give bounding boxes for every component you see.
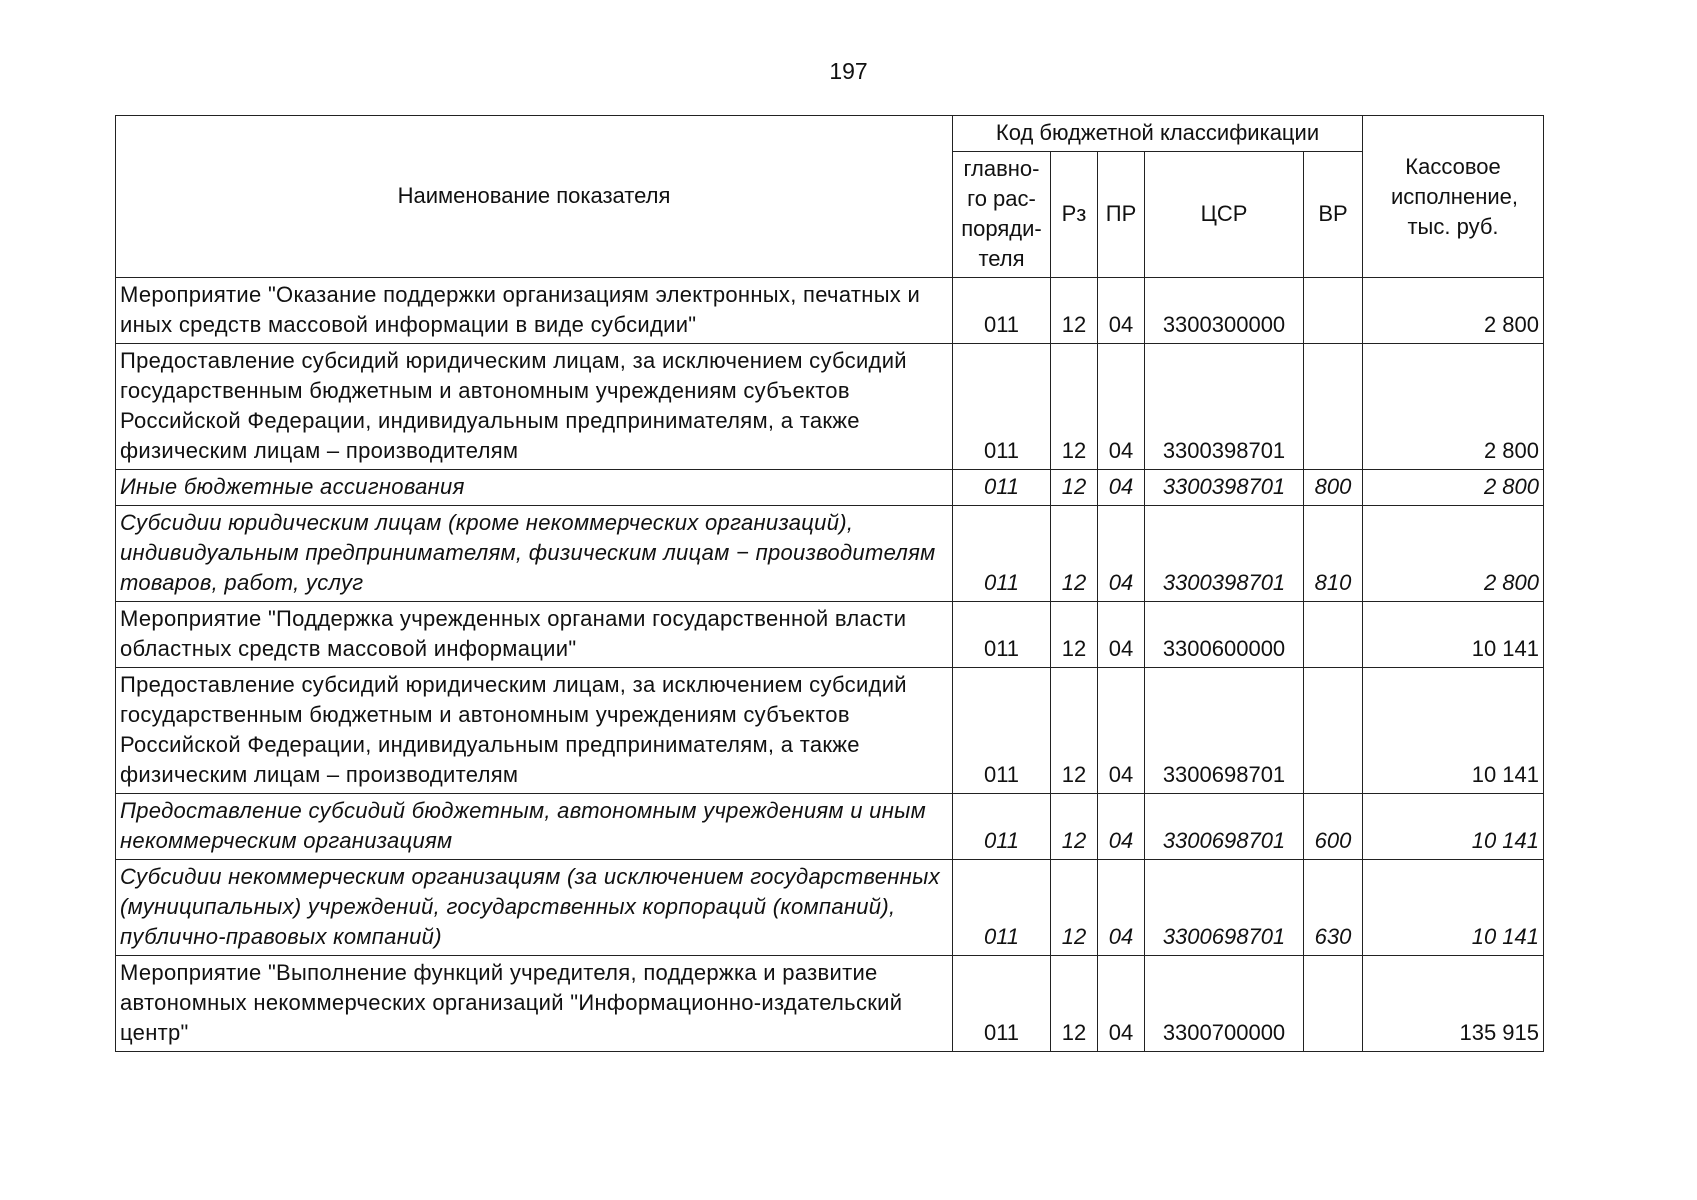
row-csr: 3300698701 xyxy=(1145,794,1304,860)
row-csr: 3300698701 xyxy=(1145,668,1304,794)
row-vr xyxy=(1304,344,1363,470)
row-csr: 3300300000 xyxy=(1145,278,1304,344)
row-vr: 630 xyxy=(1304,860,1363,956)
header-name: Наименование показателя xyxy=(116,116,953,278)
row-name: Иные бюджетные ассигнования xyxy=(116,470,953,506)
table-row xyxy=(116,344,1544,470)
header-amount: Кассовое исполнение, тыс. руб. xyxy=(1363,116,1544,278)
row-rz: 12 xyxy=(1051,860,1098,956)
row-amount: 2 800 xyxy=(1363,506,1544,602)
row-chief-manager: 011 xyxy=(953,506,1051,602)
header-vr: ВР xyxy=(1304,152,1363,278)
row-rz: 12 xyxy=(1051,344,1098,470)
page-number: 197 xyxy=(829,58,868,84)
row-name: Субсидии юридическим лицам (кроме некоммерческих организаций), индивидуальным предпринимателям, физическим лицам − производителям товаров, работ, услуг xyxy=(116,506,953,602)
row-chief-manager: 011 xyxy=(953,956,1051,1052)
row-amount: 10 141 xyxy=(1363,668,1544,794)
header-chief-manager: главно-го рас-поряди-теля xyxy=(953,152,1051,278)
row-rz: 12 xyxy=(1051,956,1098,1052)
row-vr: 810 xyxy=(1304,506,1363,602)
row-name: Мероприятие "Оказание поддержки организациям электронных, печатных и иных средств массовой информации в виде субсидии" xyxy=(116,278,953,344)
table-row xyxy=(116,602,1544,668)
budget-execution-table xyxy=(115,115,1544,1052)
row-vr xyxy=(1304,668,1363,794)
table-row xyxy=(116,506,1544,602)
row-amount: 2 800 xyxy=(1363,278,1544,344)
row-csr: 3300698701 xyxy=(1145,860,1304,956)
row-vr xyxy=(1304,956,1363,1052)
table-row xyxy=(116,470,1544,506)
row-amount: 10 141 xyxy=(1363,860,1544,956)
header-row-group xyxy=(116,116,1544,152)
row-name: Мероприятие "Поддержка учрежденных органами государственной власти областных средств массовой информации" xyxy=(116,602,953,668)
table-row xyxy=(116,956,1544,1052)
row-amount: 2 800 xyxy=(1363,470,1544,506)
row-pr: 04 xyxy=(1098,956,1145,1052)
row-rz: 12 xyxy=(1051,278,1098,344)
row-csr: 3300398701 xyxy=(1145,344,1304,470)
row-pr: 04 xyxy=(1098,506,1145,602)
table-row xyxy=(116,860,1544,956)
row-name: Субсидии некоммерческим организациям (за исключением государственных (муниципальных) учреждений, государственных корпораций (компаний), публично-правовых компаний) xyxy=(116,860,953,956)
row-amount: 135 915 xyxy=(1363,956,1544,1052)
row-name: Предоставление субсидий юридическим лицам, за исключением субсидий государственным бюджетным и автономным учреждениям субъектов Российской Федерации, индивидуальным предпринимателям, а также физическим лицам – производителям xyxy=(116,344,953,470)
row-csr: 3300700000 xyxy=(1145,956,1304,1052)
row-chief-manager: 011 xyxy=(953,278,1051,344)
row-chief-manager: 011 xyxy=(953,860,1051,956)
row-chief-manager: 011 xyxy=(953,668,1051,794)
row-pr: 04 xyxy=(1098,278,1145,344)
header-code-group: Код бюджетной классификации xyxy=(953,116,1363,152)
row-pr: 04 xyxy=(1098,668,1145,794)
table-row xyxy=(116,278,1544,344)
table-row xyxy=(116,668,1544,794)
row-name: Предоставление субсидий бюджетным, автономным учреждениям и иным некоммерческим организациям xyxy=(116,794,953,860)
row-amount: 10 141 xyxy=(1363,794,1544,860)
row-csr: 3300600000 xyxy=(1145,602,1304,668)
row-rz: 12 xyxy=(1051,794,1098,860)
row-csr: 3300398701 xyxy=(1145,470,1304,506)
row-vr xyxy=(1304,602,1363,668)
row-pr: 04 xyxy=(1098,470,1145,506)
row-name: Мероприятие "Выполнение функций учредителя, поддержка и развитие автономных некоммерческих организаций "Информационно-издательский центр" xyxy=(116,956,953,1052)
header-pr: ПР xyxy=(1098,152,1145,278)
row-chief-manager: 011 xyxy=(953,344,1051,470)
header-rz: Рз xyxy=(1051,152,1098,278)
row-pr: 04 xyxy=(1098,860,1145,956)
row-pr: 04 xyxy=(1098,794,1145,860)
row-chief-manager: 011 xyxy=(953,602,1051,668)
row-amount: 2 800 xyxy=(1363,344,1544,470)
row-csr: 3300398701 xyxy=(1145,506,1304,602)
row-rz: 12 xyxy=(1051,668,1098,794)
row-rz: 12 xyxy=(1051,470,1098,506)
row-vr xyxy=(1304,278,1363,344)
row-chief-manager: 011 xyxy=(953,470,1051,506)
row-vr: 600 xyxy=(1304,794,1363,860)
row-chief-manager: 011 xyxy=(953,794,1051,860)
row-pr: 04 xyxy=(1098,344,1145,470)
header-csr: ЦСР xyxy=(1145,152,1304,278)
row-amount: 10 141 xyxy=(1363,602,1544,668)
row-vr: 800 xyxy=(1304,470,1363,506)
row-rz: 12 xyxy=(1051,602,1098,668)
row-pr: 04 xyxy=(1098,602,1145,668)
row-name: Предоставление субсидий юридическим лицам, за исключением субсидий государственным бюджетным и автономным учреждениям субъектов Российской Федерации, индивидуальным предпринимателям, а также физическим лицам – производителям xyxy=(116,668,953,794)
row-rz: 12 xyxy=(1051,506,1098,602)
table-row xyxy=(116,794,1544,860)
